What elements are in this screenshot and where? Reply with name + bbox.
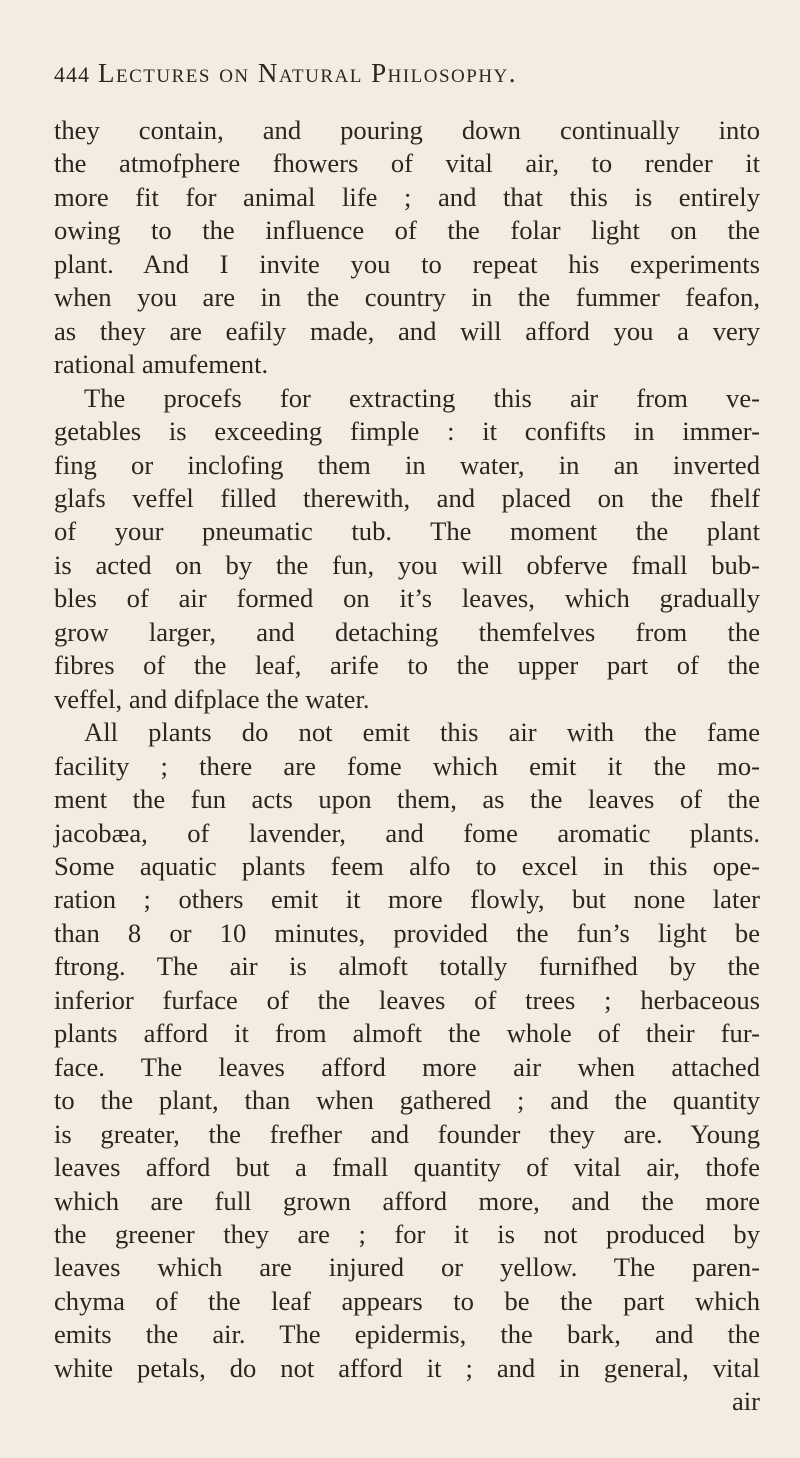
text-line: ment the fun acts upon them, as the leaves of the [54, 784, 760, 815]
text-line: emits the air. The epidermis, the bark, and the [54, 1319, 760, 1350]
running-title: Lectures on Natural Philosophy. [98, 58, 518, 88]
text-line: they contain, and pouring down continually into [54, 115, 760, 145]
text-line: plant. And I invite you to repeat his experiments [54, 248, 760, 279]
text-line: facility ; there are fome which emit it the mo- [54, 750, 760, 781]
text-line: The procefs for extracting this air from ve- [84, 382, 760, 413]
book-page [54, 58, 760, 1448]
text-line: Some aquatic plants feem alfo to excel in this ope- [54, 850, 760, 881]
text-line: inferior furface of the leaves of trees ; herbaceous [54, 984, 760, 1015]
text-line: leaves afford but a fmall quantity of vital air, thofe [54, 1152, 760, 1183]
text-line: grow larger, and detaching themfelves from the [54, 616, 760, 647]
text-line: All plants do not emit this air with the fame [84, 717, 760, 748]
text-line: of your pneumatic tub. The moment the plant [54, 516, 760, 547]
text-line: fing or inclofing them in water, in an inverted [54, 449, 760, 480]
text-line: than 8 or 10 minutes, provided the fun’s light be [54, 917, 760, 948]
catchword: air [731, 1386, 760, 1417]
text-line: to the plant, than when gathered ; and the quantity [54, 1085, 760, 1116]
text-line: glafs veffel filled therewith, and placed on the fhelf [54, 482, 760, 513]
text-line: is acted on by the fun, you will obferve fmall bub- [54, 549, 760, 580]
text-line: leaves which are injured or yellow. The paren- [54, 1252, 760, 1283]
text-line: veffel, and difplace the water. [54, 683, 370, 714]
text-line: plants afford it from almoft the whole of their fur- [54, 1018, 760, 1049]
text-line: rational amufement. [54, 349, 269, 380]
text-line: ftrong. The air is almoft totally furnifhed by the [54, 951, 760, 982]
text-line: the greener they are ; for it is not produced by [54, 1218, 760, 1249]
text-line: fibres of the leaf, arife to the upper part of the [54, 650, 760, 681]
text-line: face. The leaves afford more air when attached [54, 1051, 760, 1082]
text-line: is greater, the frefher and founder they are. Young [54, 1118, 760, 1149]
page-number: 444 [54, 62, 90, 87]
text-line: white petals, do not afford it ; and in general, vital [54, 1352, 760, 1383]
text-line: getables is exceeding fimple : it confifts in immer- [54, 416, 760, 447]
text-line: which are full grown afford more, and the more [54, 1185, 760, 1216]
text-line: the atmofphere fhowers of vital air, to render it [54, 148, 760, 179]
text-line: as they are eafily made, and will afford you a very [54, 315, 760, 346]
text-line: owing to the influence of the folar light on the [54, 215, 760, 246]
text-line: chyma of the leaf appears to be the part which [54, 1285, 760, 1316]
text-line: ration ; others emit it more flowly, but none later [54, 884, 760, 915]
text-line: bles of air formed on it’s leaves, which gradually [54, 583, 760, 614]
text-line: more fit for animal life ; and that this is entirely [54, 181, 760, 212]
text-line: jacobæa, of lavender, and fome aromatic plants. [54, 817, 760, 848]
running-header [54, 58, 760, 114]
text-line: when you are in the country in the fummer feafon, [54, 282, 760, 313]
body-text [54, 114, 760, 1419]
